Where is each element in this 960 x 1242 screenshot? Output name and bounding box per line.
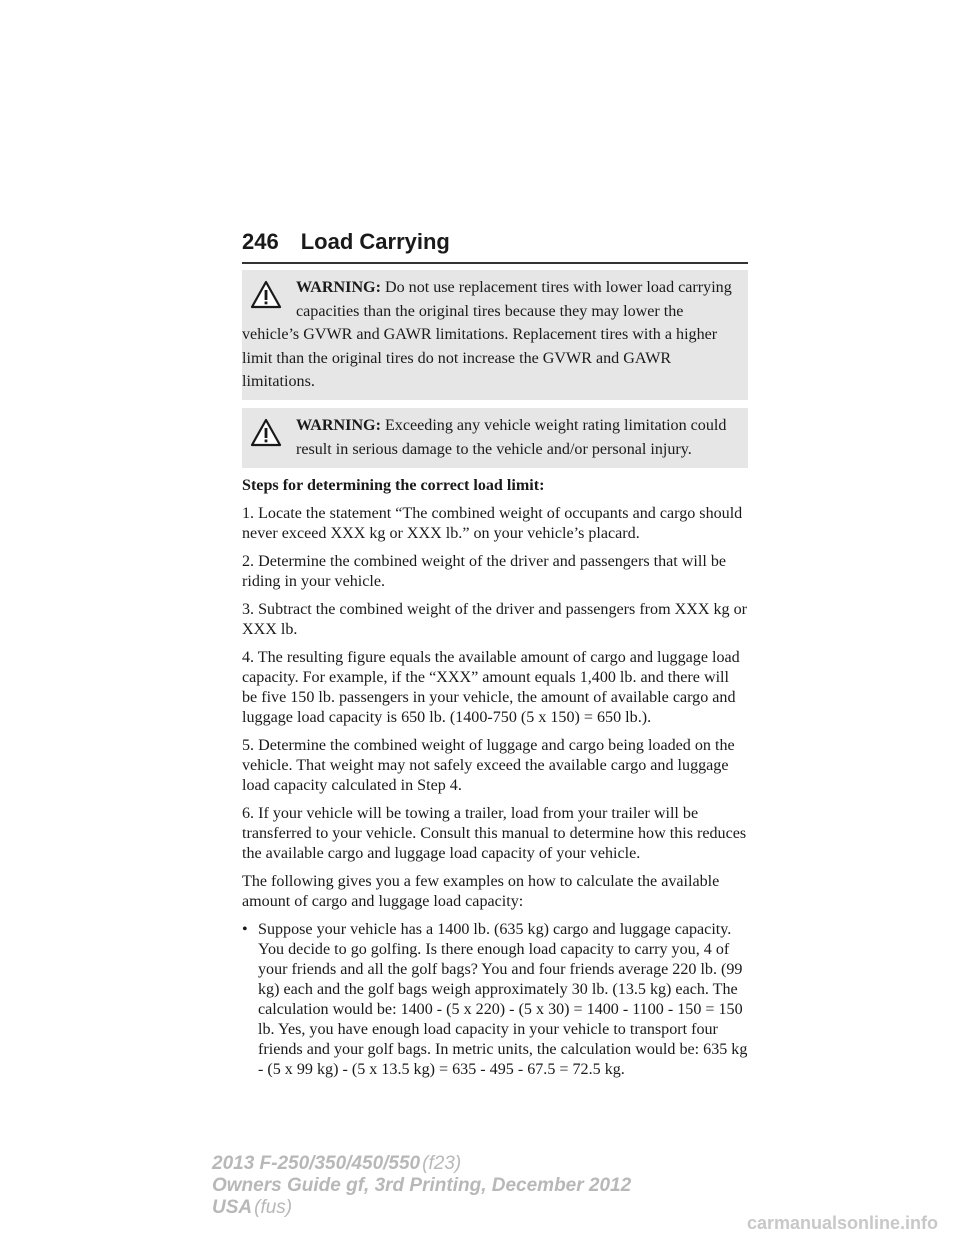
warning-box [242,408,748,468]
warning-triangle-icon [250,280,282,310]
footer-line-2: Owners Guide gf, 3rd Printing, December 2012 [212,1175,632,1196]
page-footer [212,1153,631,1219]
warning-body: Exceeding any vehicle weight rating limitation could result in serious damage to the vehicle and/or personal injury. [296,416,727,458]
footer-model-code: (f23) [422,1153,462,1174]
page-content [242,270,748,1080]
page-header [242,229,748,255]
step-paragraph: 1. Locate the statement “The combined weight of occupants and cargo should never exceed XXX kg or XXX lb.” on your vehicle’s placard. [242,504,743,542]
warning-lead: WARNING: [296,416,385,434]
warning-text [242,414,742,462]
warning-triangle-icon [250,418,282,448]
warning-box [242,270,748,400]
list-item [242,920,748,1080]
step-paragraph: 4. The resulting figure equals the available amount of cargo and luggage load capacity. For example, if the “XXX” amount equals 1,400 lb. and there will be five 150 lb. passengers in your vehicle, the amount of available cargo and luggage load capacity is 650 lb. (1400-750 (5 x 150) = 650 lb.). [242,648,740,726]
site-watermark: carmanualsonline.info [746,1213,938,1233]
examples-list [242,920,748,1080]
footer-line-1 [212,1153,631,1175]
examples-intro: The following gives you a few examples on how to calculate the available amount of cargo and luggage load capacity: [242,872,720,910]
step-paragraph: 5. Determine the combined weight of luggage and cargo being loaded on the vehicle. That weight may not safely exceed the available cargo and luggage load capacity calculated in Step 4. [242,736,735,794]
step-paragraph: 2. Determine the combined weight of the driver and passengers that will be riding in your vehicle. [242,552,727,590]
warning-body: Do not use replacement tires with lower load carrying capacities than the original tires because they may lower the vehicle’s GVWR and GAWR limitations. Replacement tires with a higher limit than the original tires do not increase the GVWR and GAWR limitations. [242,279,732,390]
footer-market: USA [212,1197,253,1218]
warning-text [242,276,742,394]
bullet-icon: • [242,920,248,938]
footer-market-code: (fus) [254,1197,293,1218]
steps-heading: Steps for determining the correct load limit: [242,476,545,494]
page-number: 246 [242,229,279,254]
section-title: Load Carrying [300,229,450,254]
warning-lead: WARNING: [296,279,385,296]
footer-model: 2013 F-250/350/450/550 [212,1153,421,1174]
step-paragraph: 6. If your vehicle will be towing a trailer, load from your trailer will be transferred to your vehicle. Consult this manual to determine how this reduces the available cargo and luggage load capacity of your vehicle. [242,804,747,862]
step-paragraph: 3. Subtract the combined weight of the driver and passengers from XXX kg or XXX lb. [242,600,748,638]
example-text: Suppose your vehicle has a 1400 lb. (635 kg) cargo and luggage capacity. You decide to go golfing. Is there enough load capacity to carry you, 4 of your friends and all the golf bags? You and four friends average 220 lb. (99 kg) each and the golf bags weigh approximately 30 lb. (13.5 kg) each. The calculation would be: 1400 - (5 x 220) - (5 x 30) = 1400 - 1100 - 150 = 150 lb. Yes, you have enough load capacity in your vehicle to transport four friends and your golf bags. In metric units, the calculation would be: 635 kg - (5 x 99 kg) - (5 x 13.5 kg) = 635 - 495 - 67.5 = 72.5 kg. [258,920,748,1078]
footer-line-3 [212,1197,631,1219]
header-divider [242,262,748,264]
